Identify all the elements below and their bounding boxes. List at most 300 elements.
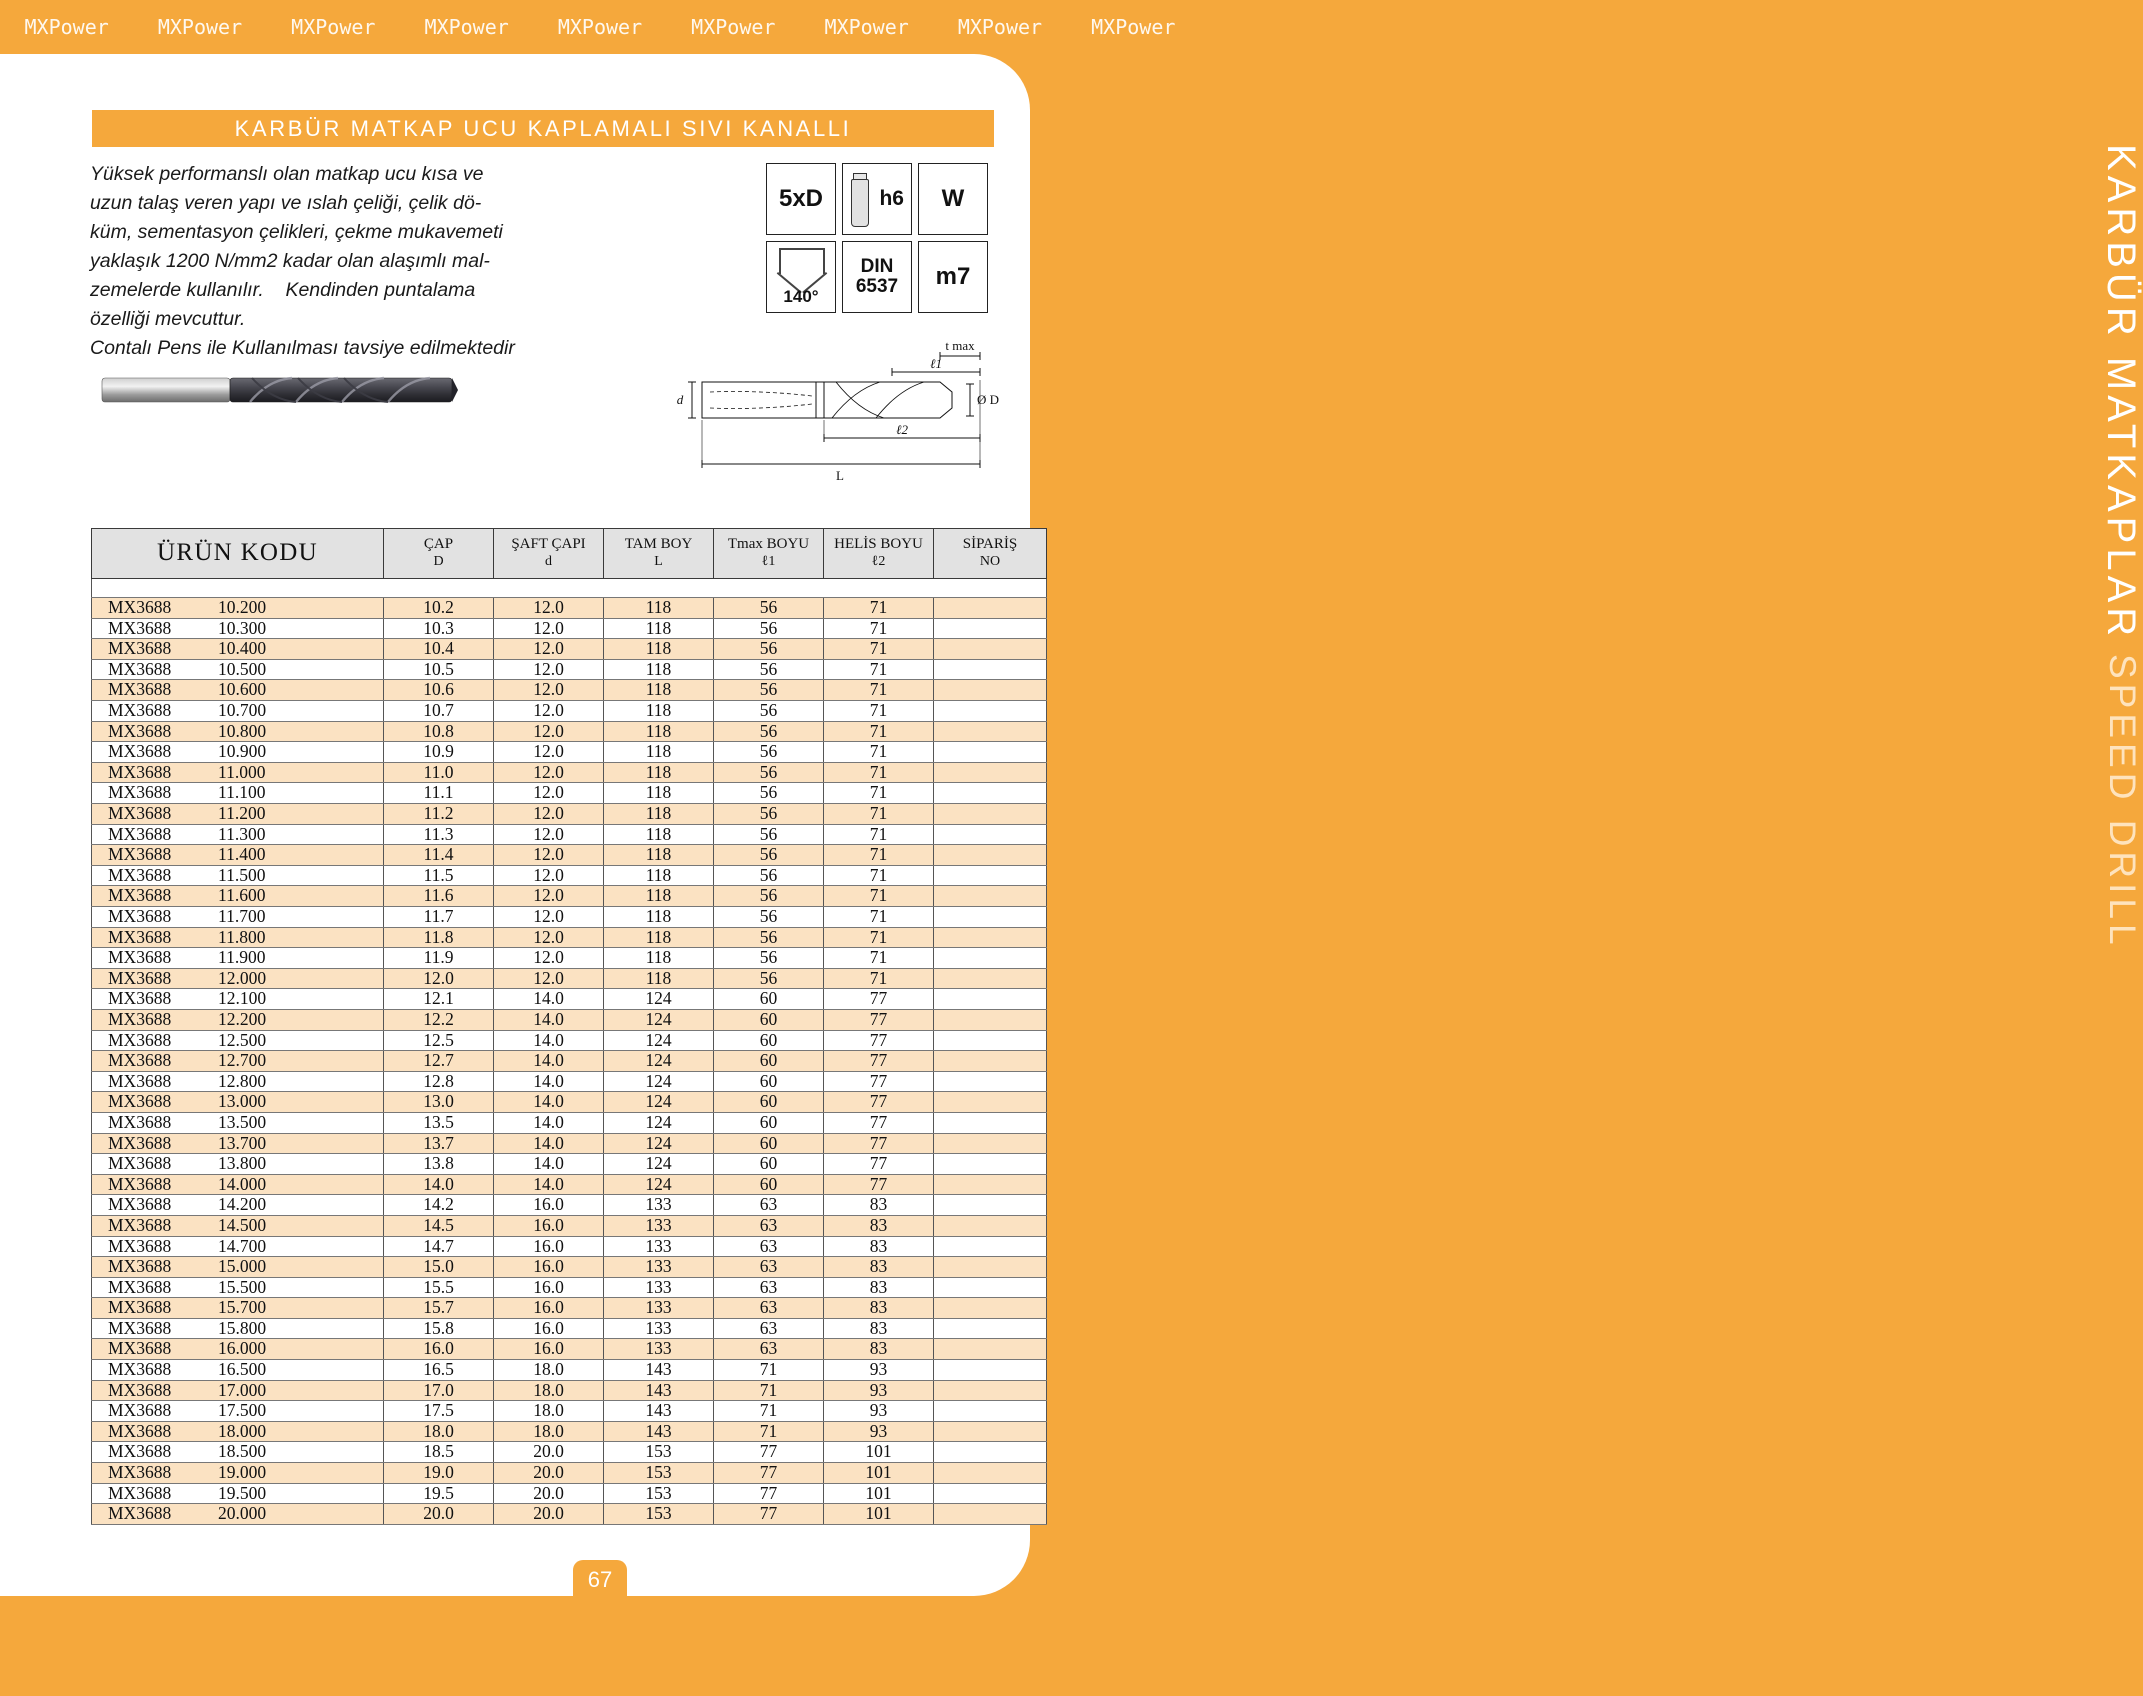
cell-helix-length: 71 [824, 968, 934, 989]
column-header-2 [494, 529, 604, 579]
cell-diameter: 15.5 [384, 1277, 494, 1298]
cell-helix-length: 83 [824, 1339, 934, 1360]
cell-helix-length: 71 [824, 639, 934, 660]
table-row[interactable] [92, 639, 1047, 660]
cell-product-code [92, 783, 384, 804]
page-number-tab [573, 1560, 627, 1600]
cell-total-length: 118 [604, 804, 714, 825]
cell-helix-length: 71 [824, 680, 934, 701]
product-code-prefix: MX3688 [108, 1503, 172, 1524]
product-code-size: 12.500 [218, 1029, 267, 1050]
cell-product-code [92, 845, 384, 866]
cell-total-length: 124 [604, 1112, 714, 1133]
column-header-title: TAM BOY [624, 536, 693, 553]
technical-drawing [640, 340, 1000, 490]
cell-total-length: 118 [604, 659, 714, 680]
table-row[interactable] [92, 1318, 1047, 1339]
product-photo [100, 360, 460, 420]
product-code-size: 11.200 [218, 803, 266, 824]
table-row[interactable] [92, 1071, 1047, 1092]
product-code-prefix: MX3688 [108, 741, 172, 762]
table-row[interactable] [92, 618, 1047, 639]
column-header-sub: d [545, 554, 552, 570]
cell-order-no [934, 968, 1047, 989]
cell-total-length: 133 [604, 1195, 714, 1216]
table-row[interactable] [92, 1092, 1047, 1113]
product-code-prefix: MX3688 [108, 823, 172, 844]
product-code-prefix: MX3688 [108, 1317, 172, 1338]
cell-shank-diameter: 14.0 [494, 989, 604, 1010]
cell-total-length: 133 [604, 1277, 714, 1298]
cell-tmax-length: 56 [714, 845, 824, 866]
product-code-prefix: MX3688 [108, 1276, 172, 1297]
product-code-prefix: MX3688 [108, 1194, 172, 1215]
badge-point-angle-label: 140° [783, 287, 819, 306]
cell-shank-diameter: 12.0 [494, 639, 604, 660]
cell-diameter: 11.5 [384, 865, 494, 886]
footer-band [0, 1600, 1200, 1696]
product-code-size: 13.500 [218, 1111, 267, 1132]
watermark-label: MXPower [424, 15, 509, 39]
cell-tmax-length: 77 [714, 1442, 824, 1463]
cell-product-code [92, 1112, 384, 1133]
cell-order-no [934, 1030, 1047, 1051]
cell-shank-diameter: 18.0 [494, 1380, 604, 1401]
product-code-size: 12.800 [218, 1070, 267, 1091]
table-row[interactable] [92, 1236, 1047, 1257]
cell-tmax-length: 56 [714, 680, 824, 701]
cell-total-length: 118 [604, 824, 714, 845]
product-code-size: 12.100 [218, 988, 267, 1009]
cell-helix-length: 101 [824, 1463, 934, 1484]
table-row[interactable] [92, 1442, 1047, 1463]
table-row[interactable] [92, 927, 1047, 948]
cell-tmax-length: 60 [714, 1112, 824, 1133]
table-row[interactable] [92, 1215, 1047, 1236]
table-row[interactable] [92, 886, 1047, 907]
table-row[interactable] [92, 742, 1047, 763]
product-code-size: 19.500 [218, 1482, 267, 1503]
cell-product-code [92, 1463, 384, 1484]
cell-shank-diameter: 20.0 [494, 1442, 604, 1463]
table-row[interactable] [92, 1339, 1047, 1360]
cell-tmax-length: 56 [714, 927, 824, 948]
product-code-size: 15.500 [218, 1276, 267, 1297]
table-row[interactable] [92, 948, 1047, 969]
cell-diameter: 18.0 [384, 1421, 494, 1442]
cell-helix-length: 77 [824, 1009, 934, 1030]
cell-helix-length: 83 [824, 1298, 934, 1319]
product-code-size: 16.000 [218, 1338, 267, 1359]
table-row[interactable] [92, 598, 1047, 619]
product-code-prefix: MX3688 [108, 906, 172, 926]
column-header-sub: ℓ1 [761, 554, 776, 570]
cell-total-length: 124 [604, 1009, 714, 1030]
product-code-prefix: MX3688 [108, 864, 172, 885]
cell-order-no [934, 1442, 1047, 1463]
cell-helix-length: 83 [824, 1215, 934, 1236]
cell-product-code [92, 1360, 384, 1381]
cell-helix-length: 71 [824, 762, 934, 783]
table-row[interactable] [92, 1154, 1047, 1175]
table-row[interactable] [92, 1360, 1047, 1381]
badge-standard [842, 241, 912, 313]
product-code-size: 13.800 [218, 1153, 267, 1174]
product-code-prefix: MX3688 [108, 1235, 172, 1256]
product-code-size: 11.900 [218, 947, 266, 968]
table-row[interactable] [92, 1277, 1047, 1298]
product-code-size: 12.700 [218, 1050, 267, 1071]
cell-helix-length: 77 [824, 1030, 934, 1051]
cell-order-no [934, 1277, 1047, 1298]
cell-order-no [934, 1195, 1047, 1216]
cell-diameter: 13.5 [384, 1112, 494, 1133]
cell-shank-diameter: 12.0 [494, 680, 604, 701]
cell-order-no [934, 1318, 1047, 1339]
product-code-prefix: MX3688 [108, 597, 172, 618]
table-row[interactable] [92, 1298, 1047, 1319]
cell-order-no [934, 927, 1047, 948]
dim-label-l2: ℓ2 [896, 422, 908, 437]
cell-shank-diameter: 20.0 [494, 1504, 604, 1525]
cell-total-length: 118 [604, 927, 714, 948]
cell-tmax-length: 71 [714, 1360, 824, 1381]
cell-order-no [934, 1504, 1047, 1525]
cell-total-length: 153 [604, 1504, 714, 1525]
cell-product-code [92, 1009, 384, 1030]
cell-order-no [934, 1380, 1047, 1401]
page-title-bar [92, 110, 994, 147]
product-code-size: 18.000 [218, 1420, 267, 1441]
cell-total-length: 118 [604, 680, 714, 701]
cell-helix-length: 93 [824, 1401, 934, 1422]
cell-shank-diameter: 14.0 [494, 1009, 604, 1030]
cell-total-length: 118 [604, 948, 714, 969]
cell-order-no [934, 639, 1047, 660]
table-row[interactable] [92, 1112, 1047, 1133]
cell-helix-length: 83 [824, 1257, 934, 1278]
cell-shank-diameter: 14.0 [494, 1051, 604, 1072]
column-header-title: ÇAP [423, 536, 454, 553]
cell-product-code [92, 1421, 384, 1442]
table-row[interactable] [92, 1051, 1047, 1072]
product-code-prefix: MX3688 [108, 1173, 172, 1194]
cell-helix-length: 93 [824, 1380, 934, 1401]
dim-label-tmax: t max [945, 338, 975, 353]
cell-order-no [934, 1092, 1047, 1113]
cell-product-code [92, 618, 384, 639]
dim-label-D: Ø D [976, 392, 1000, 407]
product-code-size: 12.200 [218, 1008, 267, 1029]
cell-helix-length: 71 [824, 659, 934, 680]
cell-tmax-length: 71 [714, 1380, 824, 1401]
product-code-size: 11.100 [218, 782, 266, 803]
cell-tmax-length: 56 [714, 886, 824, 907]
product-code-size: 15.700 [218, 1297, 267, 1318]
cell-total-length: 124 [604, 989, 714, 1010]
cell-shank-diameter: 12.0 [494, 907, 604, 928]
cell-diameter: 10.8 [384, 721, 494, 742]
cell-shank-diameter: 12.0 [494, 948, 604, 969]
product-code-prefix: MX3688 [108, 1153, 172, 1174]
cell-order-no [934, 721, 1047, 742]
table-row[interactable] [92, 1504, 1047, 1525]
cell-total-length: 118 [604, 701, 714, 722]
product-code-prefix: MX3688 [108, 1482, 172, 1503]
cell-product-code [92, 1401, 384, 1422]
cell-helix-length: 71 [824, 886, 934, 907]
cell-tmax-length: 77 [714, 1504, 824, 1525]
cell-diameter: 11.1 [384, 783, 494, 804]
cell-tmax-length: 56 [714, 639, 824, 660]
cell-product-code [92, 1051, 384, 1072]
cell-total-length: 124 [604, 1051, 714, 1072]
cell-shank-diameter: 14.0 [494, 1092, 604, 1113]
cell-product-code [92, 1504, 384, 1525]
description-line: uzun talaş veren yapı ve ıslah çeliği, çelik dö- [90, 192, 482, 214]
badge-point-angle [766, 241, 836, 313]
product-code-size: 11.600 [218, 885, 266, 906]
cell-order-no [934, 1009, 1047, 1030]
cell-diameter: 10.5 [384, 659, 494, 680]
cell-order-no [934, 762, 1047, 783]
product-code-prefix: MX3688 [108, 1111, 172, 1132]
cell-product-code [92, 1133, 384, 1154]
table-row[interactable] [92, 721, 1047, 742]
cell-product-code [92, 1092, 384, 1113]
product-code-size: 17.000 [218, 1379, 267, 1400]
badge-shank-tolerance-label: h6 [879, 186, 904, 210]
cell-diameter: 12.0 [384, 968, 494, 989]
cell-tmax-length: 56 [714, 804, 824, 825]
cell-helix-length: 77 [824, 1112, 934, 1133]
cell-helix-length: 71 [824, 865, 934, 886]
cell-helix-length: 83 [824, 1236, 934, 1257]
cell-order-no [934, 989, 1047, 1010]
cell-total-length: 133 [604, 1257, 714, 1278]
cell-total-length: 133 [604, 1298, 714, 1319]
cell-order-no [934, 1360, 1047, 1381]
cell-shank-diameter: 16.0 [494, 1277, 604, 1298]
side-tab-main-label: KARBÜR MATKAPLAR [2099, 144, 2143, 642]
cell-total-length: 133 [604, 1236, 714, 1257]
table-row[interactable] [92, 783, 1047, 804]
cell-total-length: 118 [604, 762, 714, 783]
table-row[interactable] [92, 1463, 1047, 1484]
side-tab [1030, 54, 2143, 1596]
product-code-size: 20.000 [218, 1503, 267, 1524]
cell-product-code [92, 1174, 384, 1195]
cell-diameter: 12.7 [384, 1051, 494, 1072]
table-row[interactable] [92, 824, 1047, 845]
cell-total-length: 118 [604, 907, 714, 928]
cell-shank-diameter: 18.0 [494, 1360, 604, 1381]
table-row[interactable] [92, 1030, 1047, 1051]
table-row[interactable] [92, 1174, 1047, 1195]
cell-product-code [92, 804, 384, 825]
product-code-size: 16.500 [218, 1359, 267, 1380]
table-row[interactable] [92, 1421, 1047, 1442]
cell-shank-diameter: 12.0 [494, 783, 604, 804]
description-line: yaklaşık 1200 N/mm2 kadar olan alaşımlı mal- [90, 250, 490, 272]
cell-tmax-length: 63 [714, 1236, 824, 1257]
cell-tmax-length: 77 [714, 1483, 824, 1504]
description-line: özelliği mevcuttur. [90, 308, 246, 330]
product-code-prefix: MX3688 [108, 967, 172, 988]
table-row[interactable] [92, 804, 1047, 825]
cell-helix-length: 71 [824, 783, 934, 804]
cell-diameter: 18.5 [384, 1442, 494, 1463]
table-row[interactable] [92, 968, 1047, 989]
badge-shank-tolerance [842, 163, 912, 235]
cell-order-no [934, 1401, 1047, 1422]
cell-total-length: 124 [604, 1030, 714, 1051]
table-row[interactable] [92, 1009, 1047, 1030]
cell-diameter: 10.4 [384, 639, 494, 660]
table-row[interactable] [92, 1380, 1047, 1401]
cell-diameter: 17.0 [384, 1380, 494, 1401]
cell-order-no [934, 804, 1047, 825]
spec-table-header-row [92, 529, 1047, 579]
cell-total-length: 118 [604, 742, 714, 763]
table-row[interactable] [92, 762, 1047, 783]
cell-helix-length: 71 [824, 742, 934, 763]
cell-tmax-length: 60 [714, 1174, 824, 1195]
cell-total-length: 124 [604, 1174, 714, 1195]
cell-helix-length: 71 [824, 845, 934, 866]
cell-shank-diameter: 12.0 [494, 865, 604, 886]
cell-order-no [934, 1112, 1047, 1133]
cell-order-no [934, 1339, 1047, 1360]
column-header-title: ŞAFT ÇAPI [511, 536, 586, 553]
cell-diameter: 10.3 [384, 618, 494, 639]
cell-tmax-length: 60 [714, 1133, 824, 1154]
cell-order-no [934, 845, 1047, 866]
cell-product-code [92, 680, 384, 701]
cell-shank-diameter: 14.0 [494, 1112, 604, 1133]
product-code-prefix: MX3688 [108, 844, 172, 865]
table-row[interactable] [92, 1401, 1047, 1422]
cell-order-no [934, 907, 1047, 928]
cell-tmax-length: 56 [714, 865, 824, 886]
table-row[interactable] [92, 845, 1047, 866]
cell-tmax-length: 71 [714, 1421, 824, 1442]
product-code-prefix: MX3688 [108, 761, 172, 782]
cell-shank-diameter: 20.0 [494, 1483, 604, 1504]
cell-diameter: 10.2 [384, 598, 494, 619]
badge-standard-line2: 6537 [855, 276, 899, 297]
cell-tmax-length: 71 [714, 1401, 824, 1422]
badge-standard-label [856, 257, 898, 297]
table-row[interactable] [92, 1257, 1047, 1278]
cell-diameter: 11.6 [384, 886, 494, 907]
shank-icon [850, 173, 870, 227]
cell-total-length: 133 [604, 1318, 714, 1339]
cell-total-length: 118 [604, 598, 714, 619]
cell-shank-diameter: 12.0 [494, 886, 604, 907]
product-code-prefix: MX3688 [108, 1379, 172, 1400]
watermark-label: MXPower [157, 15, 243, 39]
cell-order-no [934, 824, 1047, 845]
table-row[interactable] [92, 680, 1047, 701]
product-code-size: 15.800 [218, 1317, 267, 1338]
cell-helix-length: 77 [824, 989, 934, 1010]
product-code-prefix: MX3688 [108, 720, 172, 741]
cell-total-length: 153 [604, 1442, 714, 1463]
column-header-sub: NO [979, 554, 1001, 570]
cell-shank-diameter: 12.0 [494, 762, 604, 783]
cell-total-length: 124 [604, 1092, 714, 1113]
product-code-prefix: MX3688 [108, 947, 172, 968]
cell-shank-diameter: 16.0 [494, 1236, 604, 1257]
cell-helix-length: 101 [824, 1483, 934, 1504]
table-row[interactable] [92, 1483, 1047, 1504]
product-code-size: 14.200 [218, 1194, 267, 1215]
description-line: Contalı Pens ile Kullanılması tavsiye edilmektedir [90, 337, 515, 359]
table-row[interactable] [92, 865, 1047, 886]
cell-order-no [934, 1215, 1047, 1236]
cell-tmax-length: 56 [714, 598, 824, 619]
cell-total-length: 133 [604, 1215, 714, 1236]
cell-total-length: 124 [604, 1133, 714, 1154]
table-row[interactable] [92, 1133, 1047, 1154]
table-row[interactable] [92, 1195, 1047, 1216]
watermark-label: MXPower [291, 15, 376, 39]
cell-order-no [934, 865, 1047, 886]
watermark-label: MXPower [24, 15, 109, 39]
product-code-prefix: MX3688 [108, 1132, 172, 1153]
product-code-prefix: MX3688 [108, 679, 172, 700]
cell-product-code [92, 701, 384, 722]
product-code-prefix: MX3688 [108, 1400, 172, 1421]
cell-tmax-length: 56 [714, 948, 824, 969]
cell-shank-diameter: 12.0 [494, 721, 604, 742]
cell-shank-diameter: 20.0 [494, 1463, 604, 1484]
cell-tmax-length: 56 [714, 783, 824, 804]
cell-product-code [92, 1257, 384, 1278]
cell-order-no [934, 1051, 1047, 1072]
table-row[interactable] [92, 907, 1047, 928]
table-row[interactable] [92, 701, 1047, 722]
cell-product-code [92, 1154, 384, 1175]
product-code-size: 11.800 [218, 926, 266, 947]
table-row[interactable] [92, 659, 1047, 680]
cell-diameter: 17.5 [384, 1401, 494, 1422]
cell-order-no [934, 680, 1047, 701]
cell-total-length: 118 [604, 639, 714, 660]
column-header-title: SİPARİŞ [962, 536, 1018, 553]
cell-order-no [934, 701, 1047, 722]
cell-product-code [92, 1277, 384, 1298]
product-code-size: 10.900 [218, 741, 267, 762]
cell-tmax-length: 60 [714, 1051, 824, 1072]
cell-diameter: 12.8 [384, 1071, 494, 1092]
cell-helix-length: 101 [824, 1504, 934, 1525]
cell-shank-diameter: 12.0 [494, 927, 604, 948]
table-row[interactable] [92, 989, 1047, 1010]
dim-label-L: L [836, 468, 844, 483]
cell-tmax-length: 56 [714, 968, 824, 989]
watermark-label: MXPower [557, 15, 643, 39]
cell-product-code [92, 1030, 384, 1051]
product-code-prefix: MX3688 [108, 1441, 172, 1462]
cell-order-no [934, 1133, 1047, 1154]
product-code-prefix: MX3688 [108, 1338, 172, 1359]
product-code-size: 10.500 [218, 658, 267, 679]
cell-total-length: 143 [604, 1380, 714, 1401]
product-code-prefix: MX3688 [108, 638, 172, 659]
product-code-size: 10.200 [218, 597, 267, 618]
